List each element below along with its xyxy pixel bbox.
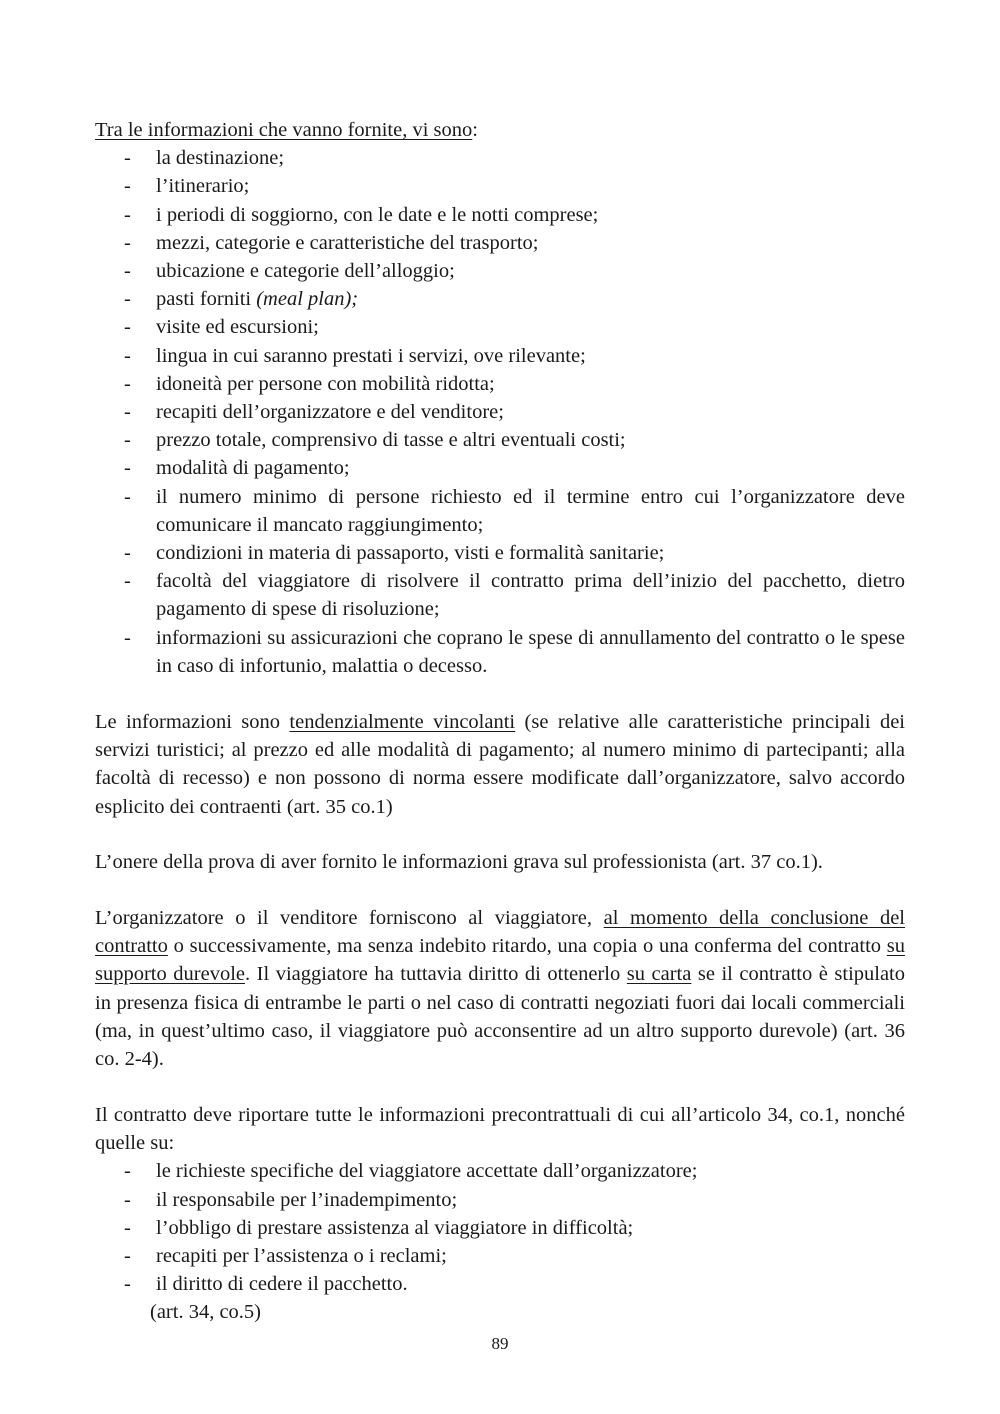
list-item: - recapiti dell’organizzatore e del venditore; bbox=[124, 401, 504, 424]
binding-info-paragraph-block bbox=[95, 708, 905, 821]
contract-contents-list bbox=[95, 1157, 905, 1298]
list-item: - mezzi, categorie e caratteristiche del trasporto; bbox=[124, 231, 539, 254]
list-item: - recapiti per l’assistenza o i reclami; bbox=[124, 1245, 447, 1268]
list-item: - condizioni in materia di passaporto, visti e formalità sanitarie; bbox=[124, 542, 665, 565]
list-item: - idoneità per persone con mobilità ridotta; bbox=[124, 372, 495, 395]
list-item: - modalità di pagamento; bbox=[124, 457, 350, 480]
paper-emphasis: su carta bbox=[626, 963, 692, 986]
list-item: - il numero minimo di persone richiesto ed il termine entro cui l’organizzatore deve comunicare il mancato raggiungimento; bbox=[124, 485, 905, 536]
list-item: - informazioni su assicurazioni che coprano le spese di annullamento del contratto o le spese in caso di infortunio, malattia o decesso. bbox=[124, 626, 905, 677]
list-item: - ubicazione e categorie dell’alloggio; bbox=[124, 260, 455, 283]
burden-of-proof-paragraph: L’onere della prova di aver fornito le informazioni grava sul professionista (art. 37 co.1). bbox=[95, 851, 823, 873]
list-item: - i periodi di soggiorno, con le date e le notti comprese; bbox=[124, 203, 599, 226]
article-reference: (art. 34, co.5) bbox=[150, 1301, 261, 1324]
durable-medium-paragraph: L’organizzatore o il venditore forniscono al viaggiatore, al momento della conclusione del contratto o successivamente, ma senza indebito ritardo, una copia o una conferma del contratto su supporto durevole. Il viaggiatore ha tuttavia diritto di ottenerlo su carta se il contratto è stipulato in presenza fisica di entrambe le parti o nel caso di contratti negoziati fuori dai locali commerciali (ma, in quest’ultimo caso, il viaggiatore può acconsentire ad un altro supporto durevole) (art. 36 co. 2-4). bbox=[95, 907, 906, 1071]
list-item: - l’obbligo di prestare assistenza al viaggiatore in difficoltà; bbox=[124, 1216, 634, 1239]
contract-contents-intro: Il contratto deve riportare tutte le informazioni precontrattuali di cui all’articolo 34, co.1, nonché quelle su: bbox=[95, 1104, 905, 1155]
list-item: - le richieste specifiche del viaggiatore accettate dall’organizzatore; bbox=[124, 1160, 698, 1183]
list-item: - l’itinerario; bbox=[124, 175, 250, 198]
info-list-intro: Tra le informazioni che vanno fornite, vi sono: bbox=[95, 119, 478, 141]
contract-conclusion-emphasis: al momento della conclusione del contratto bbox=[95, 907, 906, 958]
durable-medium-paragraph-block bbox=[95, 904, 905, 1073]
info-list-intro-text: Tra le informazioni che vanno fornite, vi sono bbox=[95, 119, 473, 141]
info-list-section bbox=[95, 116, 905, 680]
info-list bbox=[95, 144, 905, 680]
binding-info-emphasis: tendenzialmente vincolanti bbox=[289, 711, 516, 733]
page-number: 89 bbox=[491, 1334, 509, 1353]
binding-info-paragraph: Le informazioni sono tendenzialmente vincolanti (se relative alle caratteristiche principali dei servizi turistici; al prezzo ed alle modalità di pagamento; al numero minimo di partecipanti; alla facoltà di recesso) e non possono di norma essere modificate dall’organizzatore, salvo accordo esplicito dei contraenti (art. 35 co.1) bbox=[95, 711, 905, 818]
durable-medium-emphasis: su supporto durevole bbox=[95, 935, 905, 986]
list-item-meal-plan: - pasti forniti (meal plan); bbox=[124, 288, 359, 311]
list-item: - il responsabile per l’inadempimento; bbox=[124, 1188, 458, 1211]
burden-of-proof-paragraph-block bbox=[95, 848, 905, 876]
list-item: - la destinazione; bbox=[124, 147, 285, 170]
list-item: - prezzo totale, comprensivo di tasse e altri eventuali costi; bbox=[124, 429, 626, 452]
list-item: - il diritto di cedere il pacchetto. bbox=[124, 1273, 408, 1296]
list-item: - visite ed escursioni; bbox=[124, 316, 319, 339]
list-item: - facoltà del viaggiatore di risolvere il contratto prima dell’inizio del pacchetto, dietro pagamento di spese di risoluzione; bbox=[124, 570, 905, 621]
contract-contents-section bbox=[95, 1101, 905, 1327]
list-item: - lingua in cui saranno prestati i servizi, ove rilevante; bbox=[124, 344, 586, 367]
